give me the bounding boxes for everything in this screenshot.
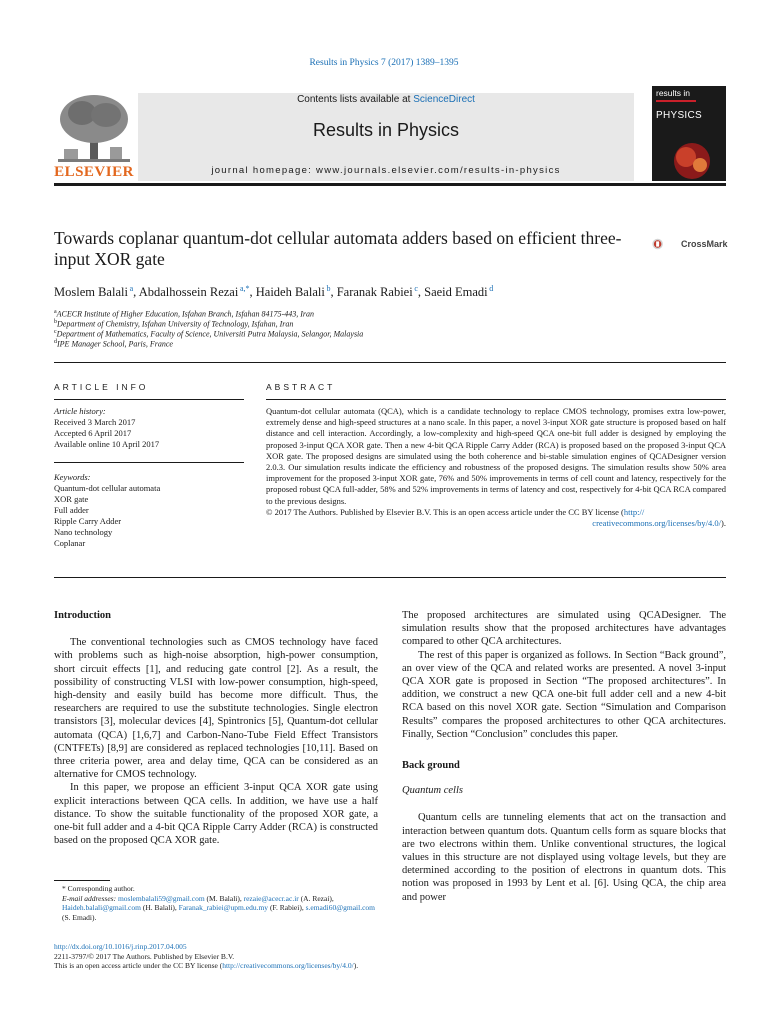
author-name[interactable]: Faranak Rabiei [336, 285, 413, 300]
divider [266, 399, 726, 400]
email-link[interactable]: moslembalali59@gmail.com [117, 893, 205, 903]
abstract-text: Quantum-dot cellular automata (QCA), which is a candidate technology to replace CMOS technology, promises extra low-power, extremely dense and high-speed structures at a nano scale. In this paper, a novel 3-input XOR gate structure is proposed based on half distance and cell interaction. Accordingly, a low-complexity and high-speed QCA one-bit full adder is designed by employing the proposed 3-input QCA XOR gate. Then a new 4-bit QCA Ripple Carry Adder (RCA) is proposed based on the proposed 3-input QCA XOR gate. The proposed designs are simulated using the both coherence and bi-stable simulation engines of QCADesigner version 2.0.3. Our simulation results indicate the efficiency and robustness of the proposed designs. The simulation results show 50% area improvement for the proposed 3-input XOR gate, 76% and 50% improvements in terms of cell count and latency, respectively for the proposed robust QCA full-adder, 58% and 52% improvements in terms of latency and cost, respectively for 4-bit QCA RCA compared to the previous designs. [266, 406, 726, 506]
email-link[interactable]: s.emadi60@gmail.com [305, 903, 375, 912]
email-link[interactable]: Faranak_rabiei@upm.edu.my [178, 903, 269, 912]
keyword: Full adder [54, 505, 89, 515]
email-link[interactable]: Haideh.balali@gmail.com [62, 903, 141, 912]
paragraph: Quantum cells are tunneling elements that act on the transaction and interaction between quantum dots. Quantum cells form as square blocks that are two electrons within them. Unlike conventional structures, the logical values in this structure are not displayed using voltage levels, but they are determined according to the position of electrons in quantum dots. This notion was proposed in 1993 by Lent et al. [6]. Using QCA, the chip area and power [402, 812, 726, 903]
elsevier-wordmark: ELSEVIER [54, 164, 134, 180]
left-column [54, 609, 378, 847]
keyword: Coplanar [54, 538, 86, 548]
paragraph: In this paper, we propose an efficient 3-input QCA XOR gate using explicit interactions between QCA cells. In addition, we have use a half distance. To show the suitable functionality of the proposed XOR gate, a one-bit full adder and a 4-bit QCA Ripple Carry Adder (RCA) is constructed based on the proposed QCA XOR gate. [54, 782, 378, 847]
paragraph: The rest of this paper is organized as follows. In Section “Back ground”, an over view of the QCA and related works are presented. A novel 3-input QCA XOR gate is proposed in Section “The proposed architectures”. In addition, we construct a new QCA one-bit full adder cell and a new 4-bit RCA based on this novel XOR gate. Section “Simulation and Comparison Results” compares the proposed architectures to other QCA architectures. Finally, Section “Conclusion” concludes this paper. [402, 649, 726, 740]
paper-title: Towards coplanar quantum-dot cellular automata adders based on efficient three-input XOR gate [54, 228, 622, 269]
divider [54, 577, 726, 578]
author-name[interactable]: Saeid Emadi [424, 285, 488, 300]
right-column [402, 609, 726, 904]
history-item: Received 3 March 2017 [54, 417, 136, 427]
author-affil-marker[interactable]: a [129, 284, 134, 293]
sciencedirect-link[interactable]: ScienceDirect [413, 94, 475, 105]
article-info-heading: ARTICLE INFO [54, 382, 149, 392]
keywords-label: Keywords: [54, 472, 91, 482]
affiliation: $^c$Department of Mathematics, Faculty of Science, Universiti Putra Malaysia, Selangor, Malaysia [54, 329, 364, 339]
license-link[interactable]: http:// [623, 506, 645, 517]
author-name[interactable]: Haideh Balali [255, 285, 325, 300]
journal-title: Results in Physics [312, 120, 460, 140]
author-affil-marker[interactable]: b [326, 284, 331, 293]
author-name[interactable]: Abdalhossein Rezai [138, 285, 239, 300]
email-list: E-mail addresses: moslembalali59@gmail.com (M. Balali), rezaie@acecr.ac.ir (A. Rezai), Haideh.balali@gmail.com (H. Balali), Faranak_rabiei@upm.edu.my (F. Rabiei), s.emadi60@gmail.com (S. Emadi). [62, 893, 375, 922]
article-footer [54, 942, 726, 971]
issn-line: 2211-3797/© 2017 The Authors. Published by Elsevier B.V. [54, 951, 235, 961]
divider [54, 462, 244, 464]
journal-homepage[interactable]: journal homepage: www.journals.elsevier.com/results-in-physics [211, 165, 561, 176]
author-name[interactable]: Moslem Balali [54, 285, 128, 300]
journal-cover-thumbnail[interactable] [652, 86, 726, 181]
cover-line-2: PHYSICS [656, 110, 703, 121]
abstract-heading: ABSTRACT [266, 382, 336, 392]
affiliation: $^b$Department of Chemistry, Isfahan University of Technology, Isfahan, Iran [54, 319, 294, 329]
crossmark-icon[interactable] [652, 229, 682, 259]
history-label: Article history: [54, 406, 106, 416]
contents-prefix: Contents lists available at [297, 94, 414, 105]
history-item: Available online 10 April 2017 [54, 439, 160, 449]
author-affil-marker[interactable]: d [489, 284, 494, 293]
paragraph: The proposed architectures are simulated using QCADesigner. The simulation results show that the proposed architectures have advantages compared to other QCA architectures. [402, 610, 726, 648]
subsection-heading: Quantum cells [402, 785, 463, 797]
section-heading: Back ground [402, 760, 460, 772]
divider [54, 362, 726, 363]
affiliation: $^d$IPE Manager School, Paris, France [54, 339, 173, 349]
divider [54, 399, 244, 400]
affiliation: $^a$ACECR Institute of Higher Education, Isfahan Branch, Isfahan 84175-443, Iran [54, 309, 314, 319]
license-link[interactable]: creativecommons.org/licenses/by/4.0/ [592, 518, 722, 529]
journal-citation-line[interactable]: Results in Physics 7 (2017) 1389–1395 [309, 58, 459, 68]
footnote [54, 884, 378, 922]
abstract-body [266, 406, 726, 529]
author-affil-marker[interactable]: a,* [239, 284, 250, 293]
doi-link[interactable]: http://dx.doi.org/10.1016/j.rinp.2017.04.005 [54, 942, 187, 951]
article-info [54, 406, 244, 549]
history-item: Accepted 6 April 2017 [54, 428, 132, 438]
email-link[interactable]: rezaie@acecr.ac.ir [243, 893, 299, 903]
paragraph: The conventional technologies such as CMOS technology have faced with problems such as high-noise absorption, high-power consumption, short circuit effects [1], and reducing gate control [2]. As a result, the possibility of constructing VLSI with low-power consumption, high-speed, high-density and easily build has become more difficult. Thus, the researchers are required to use the substitute technologies. Single electron transistors [3], molecular devices [4], Spintronics [5], Quantum-dot cellular automata (QCA) [1,6,7] and Carbon-Nano-Tube Field Effect Transistors (CNTFETs) [8,9] are considered as replaced technologies [10,11]. Based on three criteria power, area and delay time, QCA can be considered as an alternative for CMOS technology. [54, 637, 378, 781]
keyword: Ripple Carry Adder [54, 516, 122, 526]
keyword: Quantum-dot cellular automata [54, 483, 161, 493]
contents-line [138, 93, 634, 107]
cover-line-1: results in [656, 88, 691, 98]
oa-line: This is an open access article under the CC BY license (http://creativecommons.org/licenses/by/4.0/). [54, 961, 359, 970]
header-rule [54, 183, 726, 186]
author-affil-marker[interactable]: c [414, 284, 418, 293]
keyword: Nano technology [54, 527, 113, 537]
footnote-rule [54, 880, 110, 881]
cover-red-bar [656, 100, 696, 102]
license-line: © 2017 The Authors. Published by Elsevier B.V. This is an open access article under the CC BY license (http:// [266, 506, 645, 517]
crossmark-label[interactable]: CrossMark [681, 239, 728, 249]
cover-artwork [652, 135, 726, 181]
license-line-2: creativecommons.org/licenses/by/4.0/). [592, 518, 726, 529]
keyword: XOR gate [54, 494, 89, 504]
corresponding-note: * Corresponding author. [62, 884, 135, 893]
section-heading: Introduction [54, 610, 111, 621]
author-list: Moslem Balali $^a$, Abdalhossein Rezai $^{a,*}$, Haideh Balali $^b$, Faranak Rabiei $^c$, Saeid Emadi $^d$ [54, 284, 494, 300]
oa-license-link[interactable]: http://creativecommons.org/licenses/by/4.0/ [222, 961, 354, 970]
